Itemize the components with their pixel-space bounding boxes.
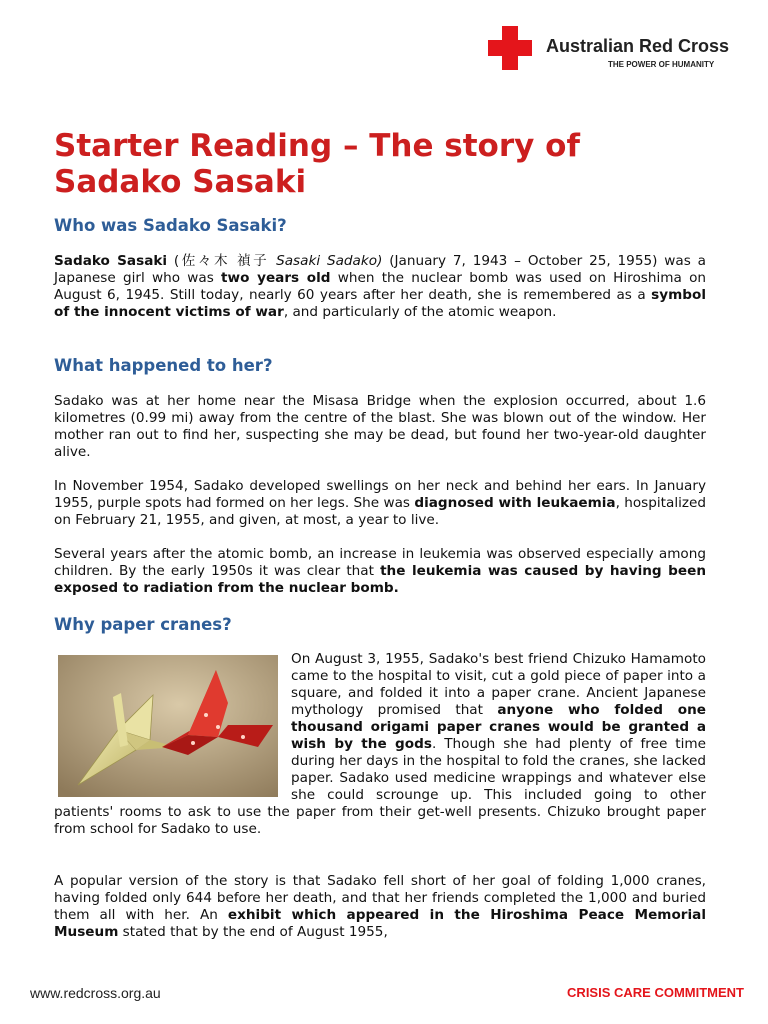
org-name: Australian Red Cross — [546, 36, 730, 56]
org-tagline: THE POWER OF HUMANITY — [608, 60, 715, 69]
paragraph-who: Sadako Sasaki (佐々木 禎子 Sasaki Sadako) (January 7, 1943 – October 25, 1955) was a Japanese girl who was two years old when the nuclear bomb was used on Hiroshima on August 6, 1945. Still today, nearly 60 years after her death, she is remembered as a symbol of the innocent victims of war, and particularly of the atomic weapon. — [54, 253, 707, 320]
red-cross-icon — [488, 26, 532, 70]
footer-slogan: CRISIS CARE COMMITMENT — [567, 985, 744, 1000]
heading-why: Why paper cranes? — [54, 615, 232, 634]
paragraph-why-2: A popular version of the story is that Sadako fell short of her goal of folding 1,000 cranes, having folded only 644 before her death, and that her friends completed the 1,000 and buried them all with her. An exhibit which appeared in the Hiroshima Peace Memorial Museum stated that by the end of August 1955, — [54, 873, 706, 940]
paragraph-what-3: Several years after the atomic bomb, an increase in leukemia was observed especially among children. By the early 1950s it was clear that the leukemia was caused by having been exposed to radiation from the nuclear bomb. — [54, 546, 707, 596]
footer-url[interactable]: www.redcross.org.au — [30, 985, 161, 1001]
paragraph-what-1: Sadako was at her home near the Misasa Bridge when the explosion occurred, about 1.6 kilometres (0.99 mi) away from the centre of the blast. She was blown out of the window. Her mother ran out to find her, suspecting she may be dead, but found her two-year-old daughter alive. — [54, 393, 706, 460]
page-title: Starter Reading – The story of Sadako Sasaki — [54, 128, 580, 200]
red-cross-logo — [488, 26, 748, 70]
heading-what: What happened to her? — [54, 356, 273, 375]
paragraph-why-1: On August 3, 1955, Sadako's best friend Chizuko Hamamoto came to the hospital to visit, cut a gold piece of paper into a square, and folded it into a paper crane. Ancient Japanese mythology promised that anyone who folded one thousand origami paper cranes would be granted a wish by the gods. Though she had plenty of free time during her days in the hospital to fold the cranes, she lacked paper. Sadako used medicine wrappings and whatever else she could scrounge up. This included going to other patients' rooms to ask to use the paper from their get-well presents. Chizuko brought paper from school for Sadako to use. — [54, 651, 706, 837]
heading-who: Who was Sadako Sasaki? — [54, 216, 287, 235]
paragraph-what-2: In November 1954, Sadako developed swellings on her neck and behind her ears. In January 1955, purple spots had formed on her legs. She was diagnosed with leukaemia, hospitalized on February 21, 1955, and given, at most, a year to live. — [54, 478, 707, 528]
